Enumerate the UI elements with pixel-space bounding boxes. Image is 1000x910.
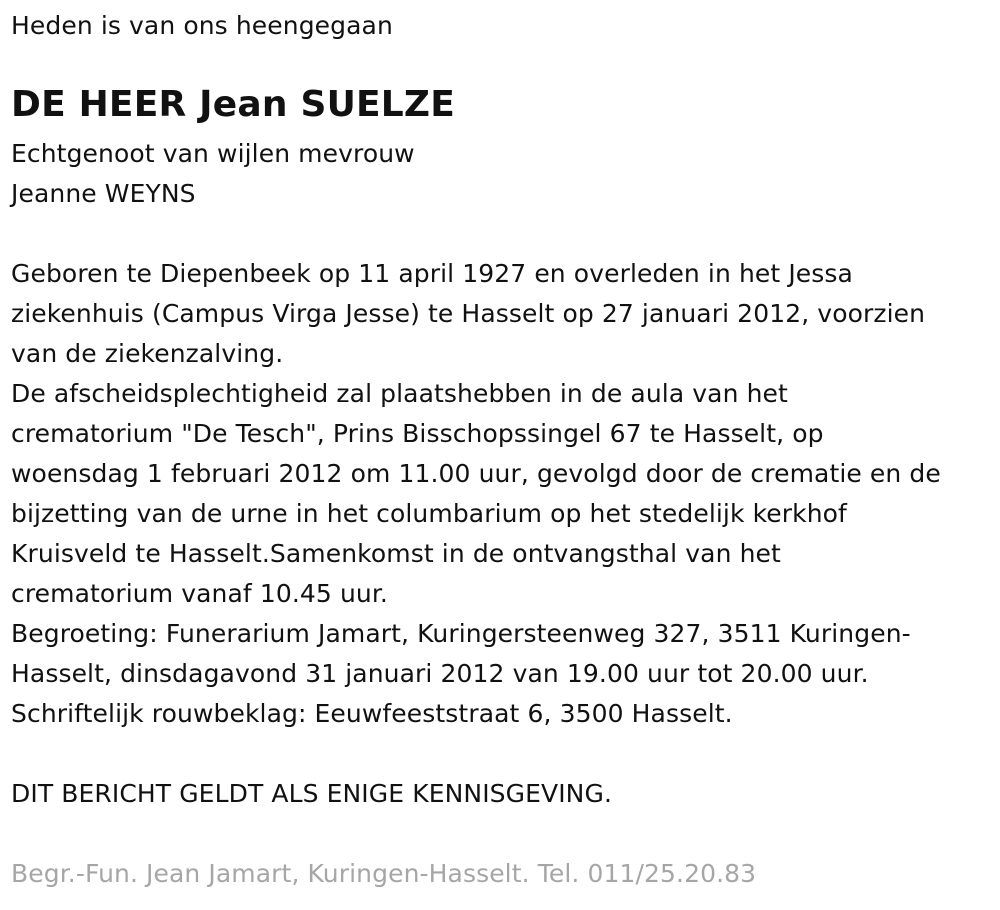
intro-text: Heden is van ons heengegaan xyxy=(11,11,393,40)
spouse-line: Echtgenoot van wijlen mevrouw xyxy=(11,139,415,168)
details-line: Schriftelijk rouwbeklag: Eeuwfeeststraat 6, 3500 Hasselt. xyxy=(11,699,733,728)
details-line: crematorium vanaf 10.45 uur. xyxy=(11,579,388,608)
details-line: crematorium "De Tesch", Prins Bisschopssingel 67 te Hasselt, op xyxy=(11,419,824,448)
spouse-line: Jeanne WEYNS xyxy=(11,179,196,208)
notice-text: DIT BERICHT GELDT ALS ENIGE KENNISGEVING. xyxy=(11,779,612,808)
details-line: Geboren te Diepenbeek op 11 april 1927 en overleden in het Jessa xyxy=(11,259,853,288)
deceased-name: DE HEER Jean SUELZE xyxy=(11,84,456,125)
details-line: woensdag 1 februari 2012 om 11.00 uur, gevolgd door de crematie en de xyxy=(11,459,941,488)
details-line: ziekenhuis (Campus Virga Jesse) te Hasselt op 27 januari 2012, voorzien xyxy=(11,299,926,328)
details-line: bijzetting van de urne in het columbarium op het stedelijk kerkhof xyxy=(11,499,847,528)
details-line: van de ziekenzalving. xyxy=(11,339,284,368)
details-line: Begroeting: Funerarium Jamart, Kuringersteenweg 327, 3511 Kuringen- xyxy=(11,619,911,648)
funeral-home-footer: Begr.-Fun. Jean Jamart, Kuringen-Hasselt. Tel. 011/25.20.83 xyxy=(11,859,757,888)
details-line: De afscheidsplechtigheid zal plaatshebben in de aula van het xyxy=(11,379,788,408)
details-block xyxy=(11,254,941,734)
details-line: Kruisveld te Hasselt.Samenkomst in de ontvangsthal van het xyxy=(11,539,781,568)
details-line: Hasselt, dinsdagavond 31 januari 2012 van 19.00 uur tot 20.00 uur. xyxy=(11,659,869,688)
spouse-block xyxy=(11,134,415,214)
